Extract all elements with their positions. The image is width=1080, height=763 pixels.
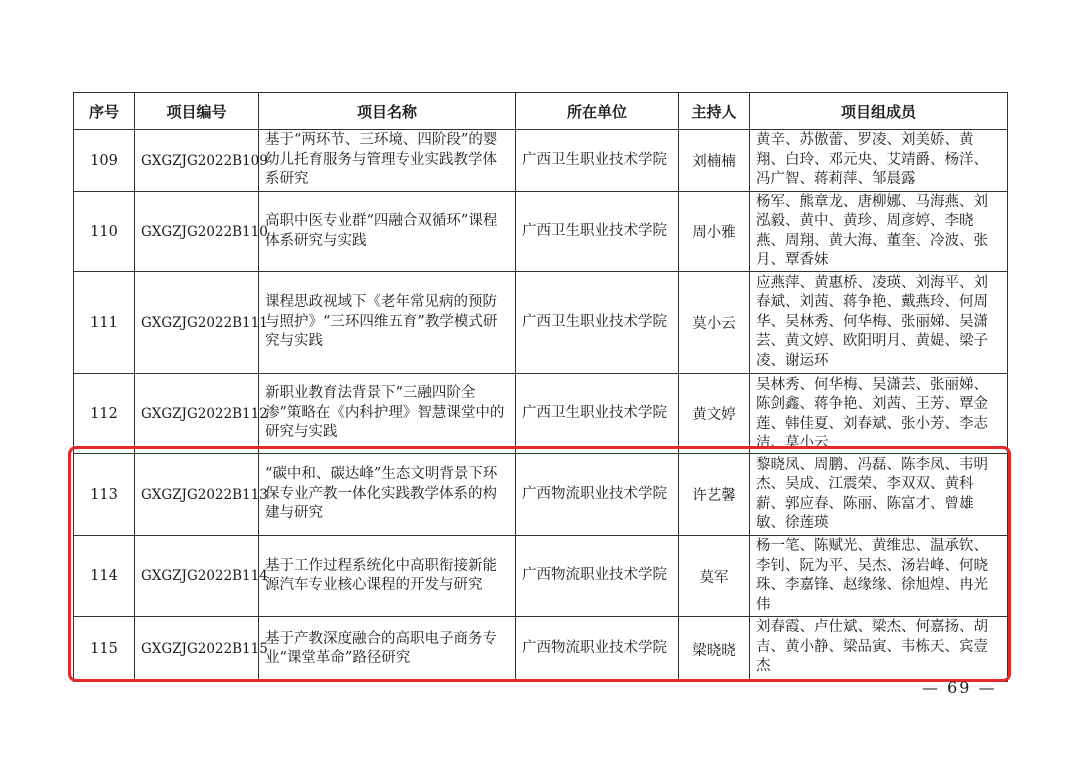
row-code: GXGZJG2022B114: [135, 536, 259, 617]
row-host: 周小雅: [679, 192, 750, 272]
table-row: [74, 130, 1008, 192]
header-host: 主持人: [679, 93, 750, 130]
row-unit: 广西物流职业技术学院: [516, 454, 679, 536]
row-unit: 广西卫生职业技术学院: [516, 374, 679, 454]
row-host: 莫小云: [679, 272, 750, 374]
row-name: 高职中医专业群“四融合双循环”课程体系研究与实践: [259, 192, 516, 272]
row-unit: 广西卫生职业技术学院: [516, 272, 679, 374]
row-no: 113: [74, 454, 135, 536]
row-host: 许艺馨: [679, 454, 750, 536]
row-name: 基于工作过程系统化中高职衔接新能源汽车专业核心课程的开发与研究: [259, 536, 516, 617]
header-unit: 所在单位: [516, 93, 679, 130]
row-name: 基于产教深度融合的高职电子商务专业“课堂革命”路径研究: [259, 617, 516, 682]
row-no: 110: [74, 192, 135, 272]
table-row: [74, 192, 1008, 272]
row-members: [750, 374, 1008, 454]
row-unit: 广西卫生职业技术学院: [516, 192, 679, 272]
row-members-text: 黄辛、苏傲蕾、罗凌、刘美娇、黄翔、白玲、邓元央、艾靖爵、杨洋、冯广智、蒋莉萍、邹晨露: [756, 132, 988, 188]
row-host: 黄文婷: [679, 374, 750, 454]
table-header-row: [74, 93, 1008, 130]
header-members: 项目组成员: [750, 93, 1008, 130]
row-members-text: 刘春霞、卢仕斌、梁杰、何嘉扬、胡吉、黄小静、梁品寅、韦栋天、宾壹杰: [756, 619, 988, 674]
row-unit: 广西物流职业技术学院: [516, 536, 679, 617]
row-members-text: 杨军、熊章龙、唐柳娜、马海燕、刘泓毅、黄中、黄珍、周彦婷、李晓燕、周翔、黄大海、董奎、冷波、张月、覃香妹: [756, 193, 988, 268]
row-host: 刘楠楠: [679, 130, 750, 192]
row-code: GXGZJG2022B110: [135, 192, 259, 272]
row-code: GXGZJG2022B112: [135, 374, 259, 454]
table-row: [74, 374, 1008, 454]
row-name: 新职业教育法背景下“三融四阶全渗”策略在《内科护理》智慧课堂中的研究与实践: [259, 374, 516, 454]
highlight-box: [68, 446, 1011, 682]
row-name: “碳中和、碳达峰”生态文明背景下环保专业产教一体化实践教学体系的构建与研究: [259, 454, 516, 536]
row-name: 课程思政视域下《老年常见病的预防与照护》“三环四维五育”教学模式研究与实践: [259, 272, 516, 374]
row-members-text: 黎晓凤、周鹏、冯磊、陈李凤、韦明杰、吴成、江震荣、李双双、黄科薪、郭应春、陈丽、陈富才、曾雄敏、徐莲瑛: [756, 456, 988, 531]
row-no: 114: [74, 536, 135, 617]
row-members: [750, 192, 1008, 272]
row-members: [750, 130, 1008, 192]
row-unit: 广西物流职业技术学院: [516, 617, 679, 682]
row-host: 莫军: [679, 536, 750, 617]
row-code: GXGZJG2022B111: [135, 272, 259, 374]
row-no: 112: [74, 374, 135, 454]
row-members-text: 应燕萍、黄惠桥、凌瑛、刘海平、刘春斌、刘茜、蒋争艳、戴燕玲、何周华、吴林秀、何华梅、张丽娣、吴潇芸、黄文婷、欧阳明月、黄媞、梁子凌、谢运环: [756, 274, 988, 369]
row-code: GXGZJG2022B109: [135, 130, 259, 192]
header-name: 项目名称: [259, 93, 516, 130]
row-code: GXGZJG2022B115: [135, 617, 259, 682]
header-no: 序号: [74, 93, 135, 130]
row-no: 111: [74, 272, 135, 374]
row-code: GXGZJG2022B113: [135, 454, 259, 536]
row-no: 109: [74, 130, 135, 192]
header-code: 项目编号: [135, 93, 259, 130]
row-members-text: 杨一笔、陈赋光、黄维忠、温承钦、李钊、阮为平、吴杰、汤岩峰、何晓珠、李嘉锋、赵缘缘、徐旭煌、冉光伟: [756, 538, 988, 613]
row-name: 基于“两环节、三环境、四阶段”的婴幼儿托育服务与管理专业实践教学体系研究: [259, 130, 516, 192]
row-unit: 广西卫生职业技术学院: [516, 130, 679, 192]
row-no: 115: [74, 617, 135, 682]
page-number: — 69 —: [922, 678, 997, 697]
row-members: [750, 272, 1008, 374]
row-host: 梁晓晓: [679, 617, 750, 682]
table-row: [74, 272, 1008, 374]
row-members-text: 吴林秀、何华梅、吴潇芸、张丽娣、陈剑鑫、蒋争艳、刘茜、王芳、覃金莲、韩佳夏、刘春斌、张小芳、李志洁、莫小云: [756, 376, 988, 451]
